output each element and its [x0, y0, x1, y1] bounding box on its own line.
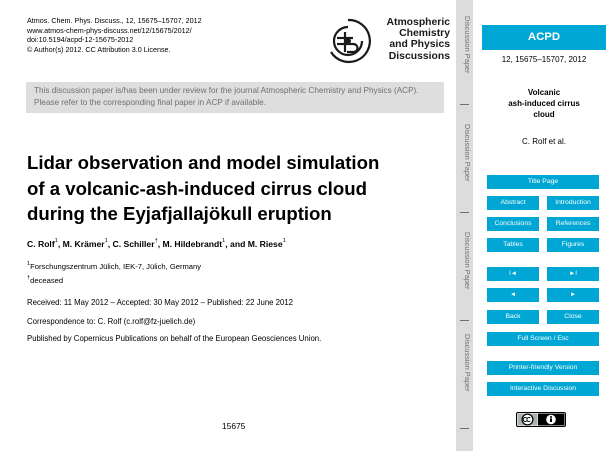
url-line[interactable]: www.atmos-chem-phys-discuss.net/12/15675/2012/ [27, 25, 192, 35]
author-name: M. Riese [247, 239, 283, 249]
title-line: of a volcanic-ash-induced cirrus cloud [27, 177, 367, 199]
author-separator: , and [225, 239, 248, 249]
author-affil-mark: 1 [104, 238, 108, 244]
navigation-panel [473, 0, 612, 451]
author-name: C. Schiller [112, 239, 155, 249]
creative-commons-license-icon[interactable] [516, 412, 566, 427]
author-affil-mark: † [154, 238, 158, 244]
short-authors: C. Rolf et al. [521, 137, 566, 146]
author-separator: , [57, 239, 63, 249]
next-page-button[interactable]: ► [547, 288, 599, 302]
strip-label: Discussion Paper [463, 232, 472, 290]
citation-line: Atmos. Chem. Phys. Discuss., 12, 15675–15707, 2012 [27, 16, 202, 25]
author-separator: , [107, 239, 113, 249]
introduction-button[interactable]: Introduction [547, 196, 599, 210]
conclusions-button[interactable]: Conclusions [487, 217, 539, 231]
last-page-button[interactable]: ►I [547, 267, 599, 281]
logo-line: Discussions [388, 50, 450, 62]
license-line: © Author(s) 2012. CC Attribution 3.0 License. [27, 44, 171, 54]
correspondence-line[interactable]: Correspondence to: C. Rolf (c.rolf@fz-juelich.de) [27, 317, 196, 326]
figures-button[interactable]: Figures [547, 238, 599, 252]
author-name: M. Krämer [62, 239, 105, 249]
strip-label: Discussion Paper [463, 334, 472, 392]
affiliation-text: Forschungszentrum Jülich, IEK-7, Jülich, Germany [30, 262, 202, 271]
logo-line: and Physics [389, 39, 450, 51]
references-button[interactable]: References [547, 217, 599, 231]
author-name: M. Hildebrandt [162, 239, 223, 249]
printer-friendly-button[interactable]: Printer-friendly Version [487, 361, 599, 375]
author-separator: , [157, 239, 163, 249]
first-page-button[interactable]: I◄ [487, 267, 539, 281]
strip-label: Discussion Paper [463, 124, 472, 182]
discussion-paper-strip [456, 0, 473, 451]
author-name: C. Rolf [27, 239, 55, 249]
journal-logo [323, 16, 449, 68]
close-button[interactable]: Close [547, 310, 599, 324]
strip-label: Discussion Paper [463, 16, 472, 74]
author-affil-mark: 1 [222, 238, 226, 244]
affiliation-mark: † [27, 275, 31, 281]
short-title-line: cloud [533, 110, 555, 119]
previous-page-button[interactable]: ◄ [487, 288, 539, 302]
title-page-button[interactable]: Title Page [487, 175, 599, 189]
tables-button[interactable]: Tables [487, 238, 539, 252]
logo-line: Atmospheric [386, 17, 450, 28]
volume-info: 12, 15675–15707, 2012 [501, 55, 587, 64]
paper-title [27, 150, 447, 227]
short-title-line: ash-induced cirrus [508, 99, 580, 108]
author-list [27, 239, 286, 249]
fullscreen-button[interactable]: Full Screen / Esc [487, 332, 599, 346]
short-title-line: Volcanic [527, 88, 561, 97]
back-button[interactable]: Back [487, 310, 539, 324]
title-line: during the Eyjafjallajökull eruption [27, 203, 332, 225]
egu-logo-icon [323, 16, 373, 66]
affiliation-mark: 1 [27, 261, 31, 267]
title-line: Lidar observation and model simulation [27, 152, 380, 173]
short-title [482, 87, 606, 120]
affiliation-text: deceased [30, 276, 64, 285]
logo-line: Chemistry [399, 28, 450, 40]
strip-divider [460, 320, 469, 321]
abstract-button[interactable]: Abstract [487, 196, 539, 210]
strip-divider [460, 428, 469, 429]
strip-divider [460, 104, 469, 105]
review-notice: This discussion paper is/has been under review for the journal Atmospheric Chemistry and Physics (ACP). Please refer to the corresponding final paper in ACP if available. [26, 82, 444, 113]
publisher-line: Published by Copernicus Publications on behalf of the European Geosciences Union. [27, 334, 322, 343]
author-affil-mark: 1 [282, 238, 286, 244]
author-affil-mark: 1 [54, 238, 58, 244]
affiliation [27, 262, 201, 271]
interactive-discussion-button[interactable]: Interactive Discussion [487, 382, 599, 396]
strip-divider [460, 212, 469, 213]
dates-line: Received: 11 May 2012 – Accepted: 30 May 2012 – Published: 22 June 2012 [27, 298, 293, 307]
logo-wordmark [370, 17, 450, 62]
journal-badge: ACPD [482, 25, 606, 50]
doi-line: doi:10.5194/acpd-12-15675-2012 [27, 35, 134, 45]
page-number: 15675 [222, 421, 246, 431]
citation-block [27, 16, 202, 54]
affiliation [27, 276, 63, 285]
